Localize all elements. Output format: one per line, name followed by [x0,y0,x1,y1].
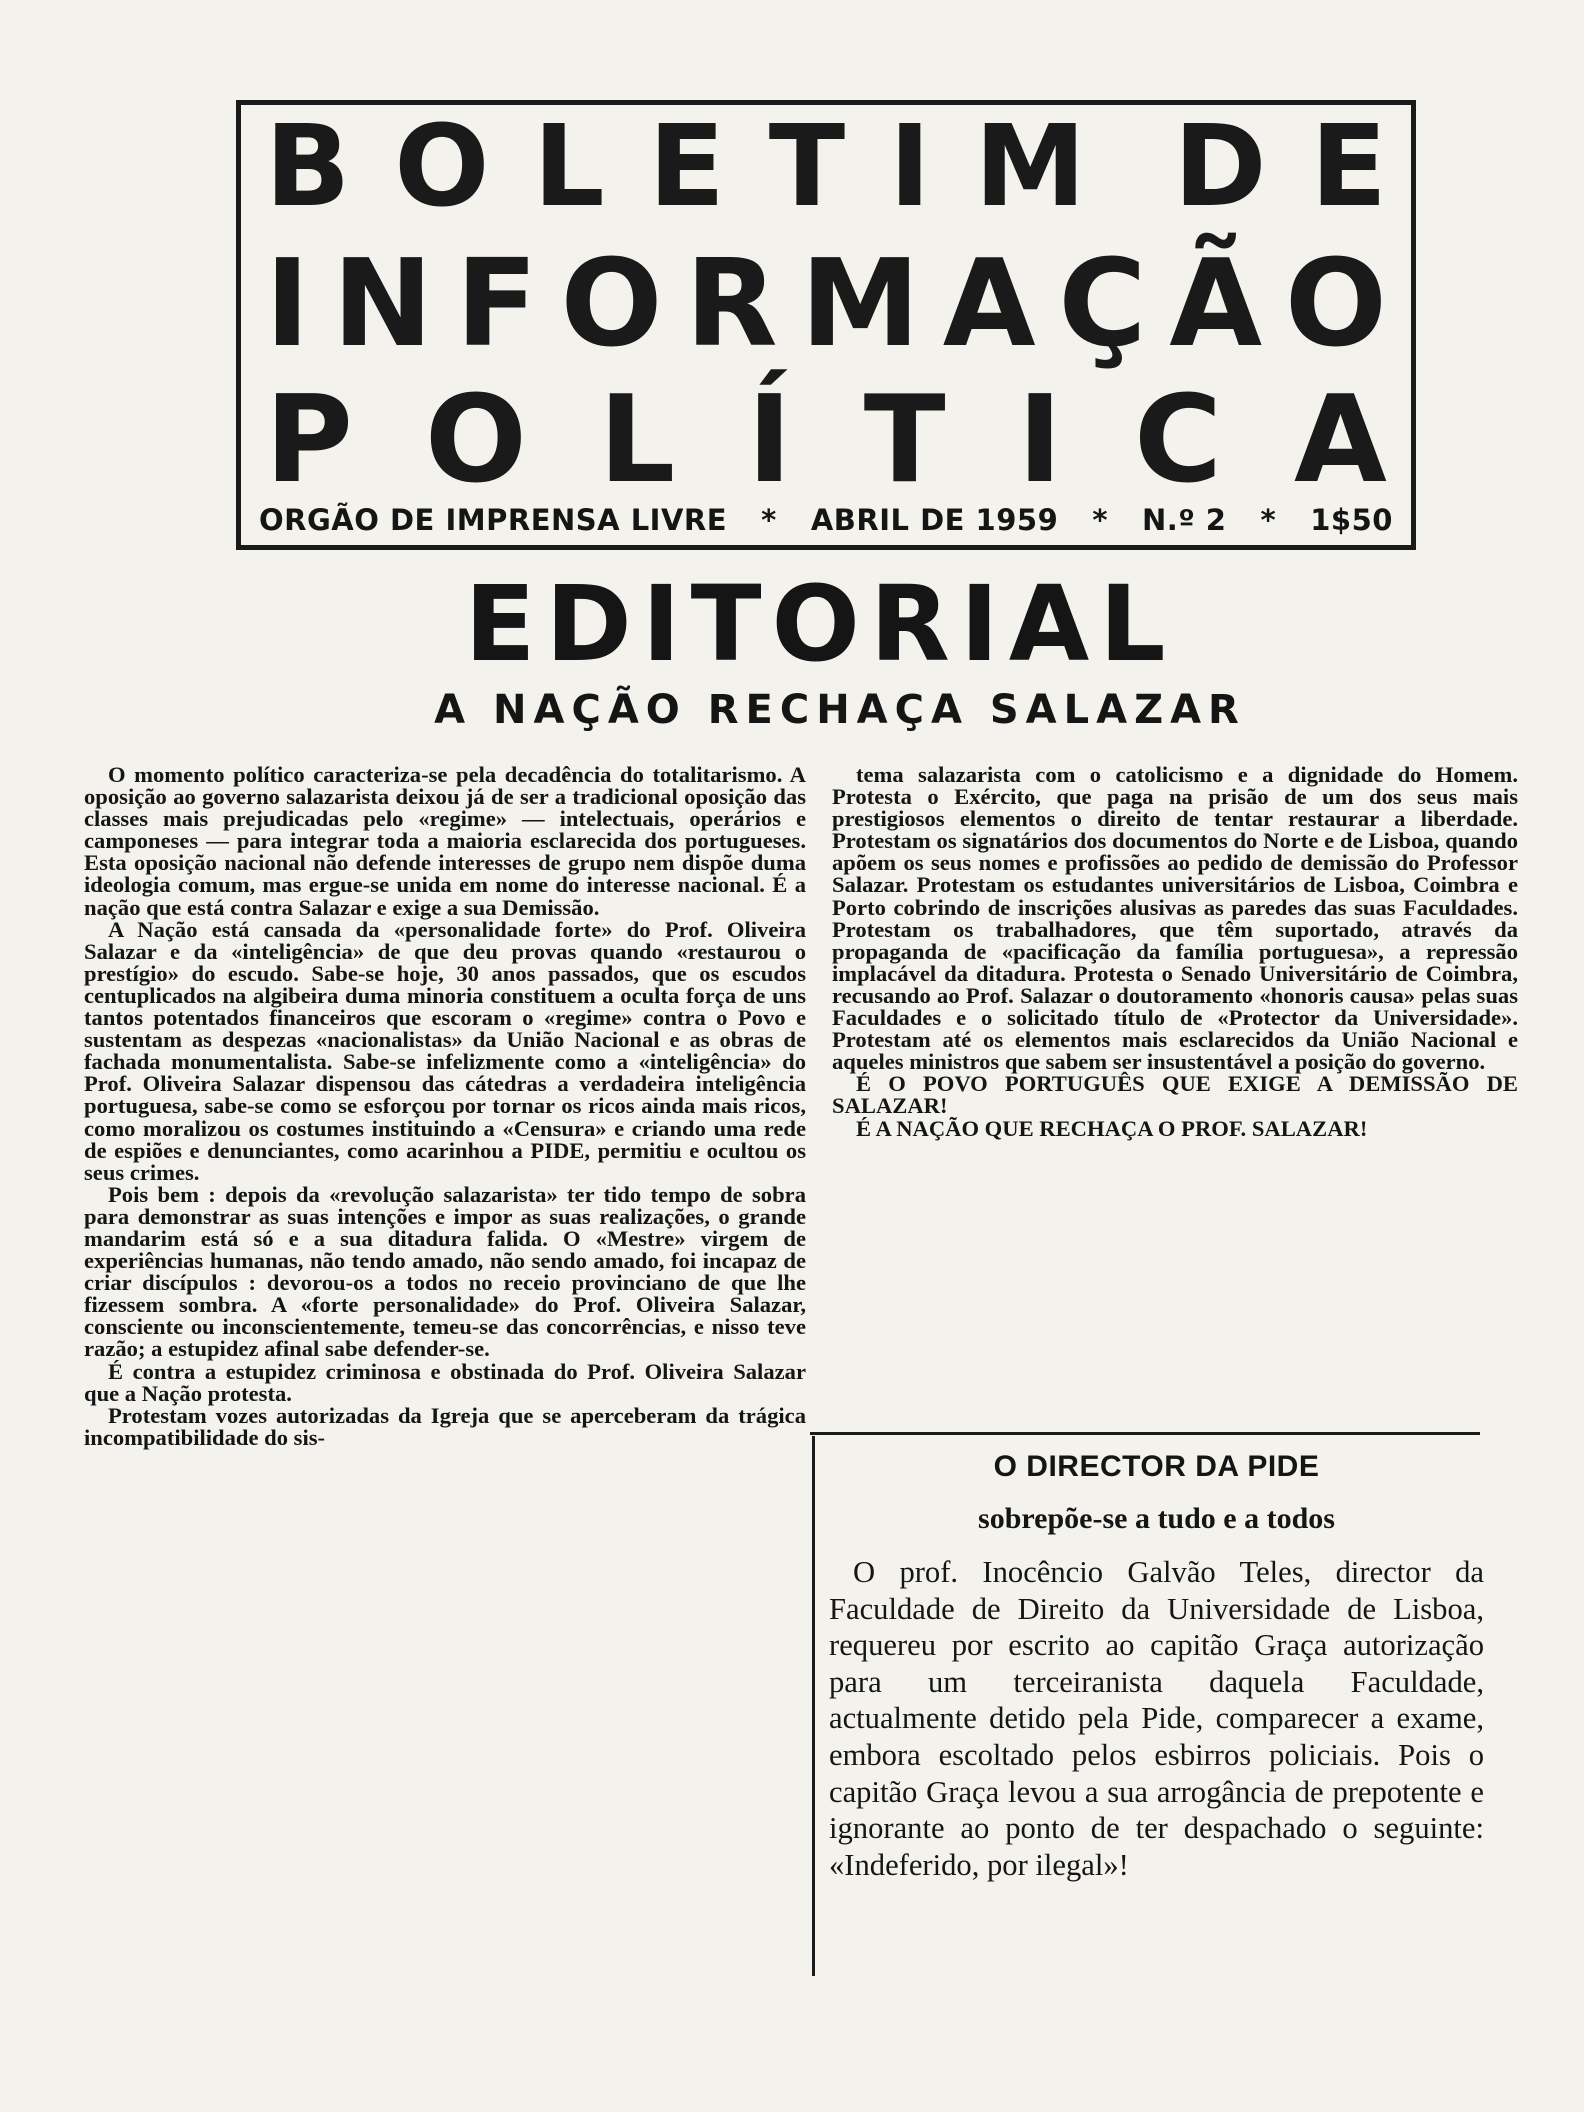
masthead-letter: B [265,102,351,232]
article-paragraph: É contra a estupidez criminosa e obstinada do Prof. Oliveira Salazar que a Nação protesta. [84,1358,806,1406]
publication-organ: ORGÃO DE IMPRENSA LIVRE [259,503,728,537]
masthead-letter: A [942,235,1036,374]
masthead-line-politica [265,371,1387,510]
box-title: O DIRECTOR DA PIDE [993,1450,1320,1483]
masthead-line-boletim-de [265,102,1387,232]
article-paragraph: A Nação está cansada da «personalidade forte» do Prof. Oliveira Salazar e da «inteligência» de que deu provas quando «restaurou o prestígio» do escudo. Sabe-se hoje, 30 anos passados, que os escudos centuplicados na algibeira duma minoria constituem a oculta força de uns tantos potentados financeiros que escoram o «regime» contra o Povo e sustentam as despezas «nacionalistas» da União Nacional e as obras de fachada monumentalista. Sabe-se infelizmente como a «inteligência» do Prof. Oliveira Salazar dispensou das cátedras a verdadeira inteligência portuguesa, sabe-se como se esforçou por tornar os ricos ainda mais ricos, como moralizou os costumes instituindo a «Censura» e criando uma rede de espiões e denunciantes, como acarinhou a PIDE, permitiu e ocultou os seus crimes. [84,916,806,1185]
masthead-letter: Ã [1169,235,1263,374]
article-column-right [832,764,1518,1140]
article-column-left [84,764,806,1449]
masthead-letter: O [560,235,663,374]
masthead-letter: R [685,235,778,374]
box-subtitle: sobrepõe-se a tudo e a todos [978,1502,1335,1535]
article-paragraph: É A NAÇÃO QUE RECHAÇA O PROF. SALAZAR! [856,1115,1368,1141]
separator-asterisk: * [761,503,777,537]
separator-asterisk: * [1260,503,1277,537]
article-paragraph: É O POVO PORTUGUÊS QUE EXIGE A DEMISSÃO DE SALAZAR! [832,1071,1518,1119]
masthead-letter: P [265,371,353,510]
masthead-letter: O [424,371,527,510]
article-paragraph: Pois bem : depois da «revolução salazarista» ter tido tempo de sobra para demonstrar as suas intenções e impor as suas realizações, o grande mandarim está só e a sua ditadura falida. O «Mestre» virgem de experiências humanas, não tendo amado, não sendo amado, foi incapaz de criar discípulos : devorou-os a todos no receio provinciano de que lhe fizessem sombra. A «forte personalidade» do Prof. Oliveira Salazar, consciente ou inconscientemente, temeu-se das concorrências, e nisso teve razão; a estupidez afinal sabe defender-se. [84,1181,806,1362]
masthead-letter: Ç [1058,235,1147,374]
box-body: O prof. Inocêncio Galvão Teles, director da Faculdade de Direito da Universidade de Lisboa, requereu por escrito ao capitão Graça autorização para um terceiranista daquela Faculdade, actualmente detido pela Pide, comparecer a exame, embora escoltado pelos esbirros policiais. Pois o capitão Graça levou a sua arrogância de prepotente e ignorante ao ponto de ter despachado o seguinte: «Indeferido, por ilegal»! [829,1555,1484,1882]
masthead-letter: A [1294,371,1387,510]
article-paragraph: Protestam vozes autorizadas da Igreja que se aperceberam da trágica incompatibilidade do sis- [84,1402,806,1450]
issue-date: ABRIL DE 1959 [810,503,1059,537]
article-paragraph: tema salazarista com o catolicismo e a dignidade do Homem. Protesta o Exército, que paga na prisão de um dos seus mais prestigiosos elementos o direito de tentar restaurar a liberdade. Protestam os signatários dos documentos do Norte e de Lisboa, quando apõem os seus nomes e profissões ao pedido de demissão do Professor Salazar. Protestam os estudantes universitários de Lisboa, Coimbra e Porto cobrindo de inscrições alusivas as paredes das suas Faculdades. Protestam os trabalhadores, que têm suportado, através da propaganda de «pacificação da família portuguesa», a repressão implacável da ditadura. Protesta o Senado Universitário de Coimbra, recusando ao Prof. Salazar o doutoramento «honoris causa» pelas suas Faculdades e o solicitado título de «Protector da Universidade». Protestam até os elementos mais esclarecidos da União Nacional e aqueles ministros que sabem ser insustentável a posição do governo. [832,762,1518,1075]
masthead-letter: N [332,235,433,374]
masthead-letter: I [265,235,310,374]
separator-asterisk: * [1092,503,1108,537]
masthead-letter: O [394,102,490,232]
section-title: EDITORIAL [464,563,1176,685]
masthead-letter: C [1134,371,1223,510]
masthead-letter: O [1284,235,1387,374]
masthead-letter: M [800,235,920,374]
masthead-letter: L [533,102,605,232]
article-paragraph: O momento político caracteriza-se pela decadência do totalitarismo. A oposição ao governo salazarista deixou já de ser a tradicional oposição das classes mais prejudicadas pelo «regime» — intelectuais, operários e camponeses — para integrar toda a maioria esclarecida dos portugueses. Esta oposição nacional não defende interesses de grupo nem dispõe duma ideologia comum, mas ergue-se unida em nome do interesse nacional. É a nação que está contra Salazar e exige a sua Demissão. [84,762,806,920]
masthead-letter: D [1173,102,1267,232]
masthead-letter: F [455,235,538,374]
masthead-letter: Í [747,371,792,510]
masthead-letter: E [648,102,725,232]
masthead-letter: E [1310,102,1387,232]
box-top-rule [810,1432,1480,1435]
issue-info-line [259,503,1393,537]
pide-news-box [812,1436,1484,1976]
masthead-letter: T [863,371,946,510]
masthead-letter: M [974,102,1086,232]
masthead-letter: I [889,102,931,232]
masthead [236,100,1416,550]
article-headline: A NAÇÃO RECHAÇA SALAZAR [434,687,1246,733]
masthead-letter: L [598,371,676,510]
issue-price: 1$50 [1310,503,1393,537]
masthead-letter: I [1017,371,1063,510]
masthead-letter: T [768,102,846,232]
masthead-line-informacao [265,235,1387,375]
issue-number: N.º 2 [1142,503,1227,537]
